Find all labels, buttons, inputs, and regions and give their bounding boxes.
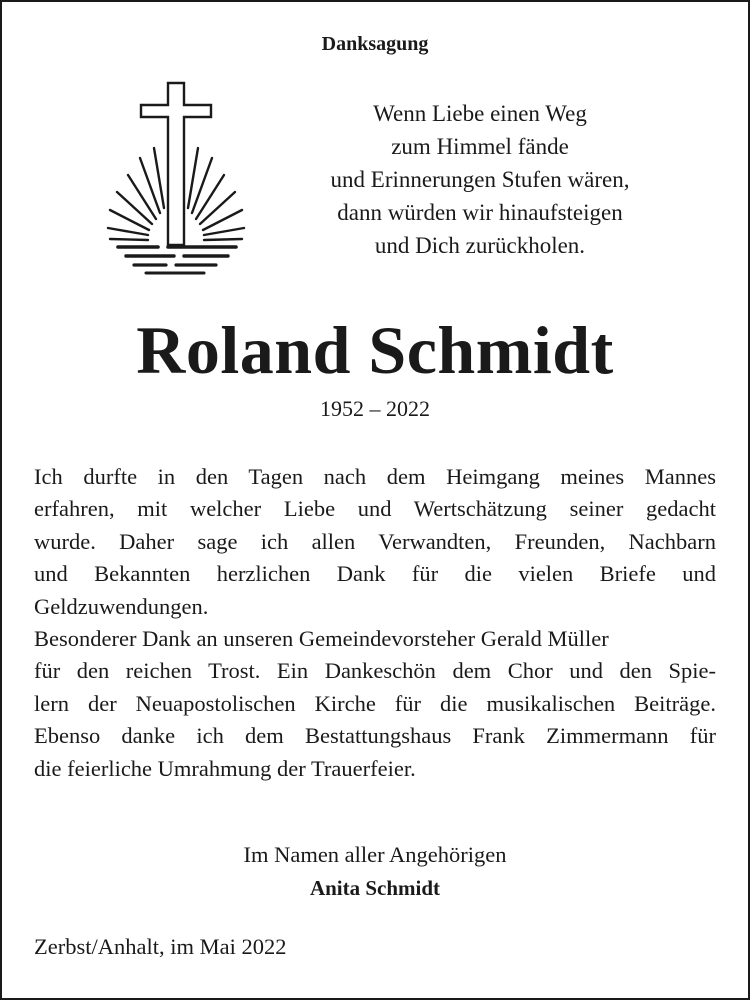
life-years: 1952 – 2022: [320, 396, 430, 421]
text-line: für den reichen Trost. Ein Dankeschön dem Chor und den Spie-: [34, 658, 716, 684]
poem-line: dann würden wir hinaufsteigen: [337, 200, 623, 225]
text-line: und Bekannten herzlichen Dank für die vielen Briefe und: [34, 561, 716, 587]
poem-line: und Erinnerungen Stufen wären,: [330, 167, 630, 192]
signature-intro: Im Namen aller Angehörigen: [243, 842, 507, 867]
text-line: Ebenso danke ich dem Bestattungshaus Frank Zimmermann für: [34, 723, 716, 749]
notice-heading: Danksagung: [321, 33, 429, 55]
deceased-name: Roland Schmidt: [136, 312, 614, 388]
poem-line: Wenn Liebe einen Weg: [373, 101, 587, 126]
poem: [270, 97, 690, 262]
poem-line: und Dich zurückholen.: [374, 233, 586, 258]
text-line: lern der Neuapostolischen Kirche für die musikalischen Beiträge.: [34, 690, 716, 716]
text-line: wurde. Daher sage ich allen Verwandten, Freunden, Nachbarn: [34, 528, 716, 554]
poem-line: zum Himmel fände: [391, 134, 569, 159]
text-line: erfahren, mit welcher Liebe und Wertschätzung seiner gedacht: [34, 496, 716, 522]
text-line: Besonderer Dank an unseren Gemeindevorsteher Gerald Müller: [34, 626, 609, 652]
place-and-date: Zerbst/Anhalt, im Mai 2022: [34, 934, 287, 959]
text-line: die feierliche Umrahmung der Trauerfeier.: [34, 755, 416, 781]
cross-with-rays-and-waves-icon: [104, 80, 250, 276]
signature-name: Anita Schmidt: [309, 876, 441, 900]
thank-you-text: [34, 461, 716, 785]
text-line: Ich durfte in den Tagen nach dem Heimgang meines Mannes: [34, 464, 716, 489]
text-line: Geldzuwendungen.: [34, 593, 209, 619]
